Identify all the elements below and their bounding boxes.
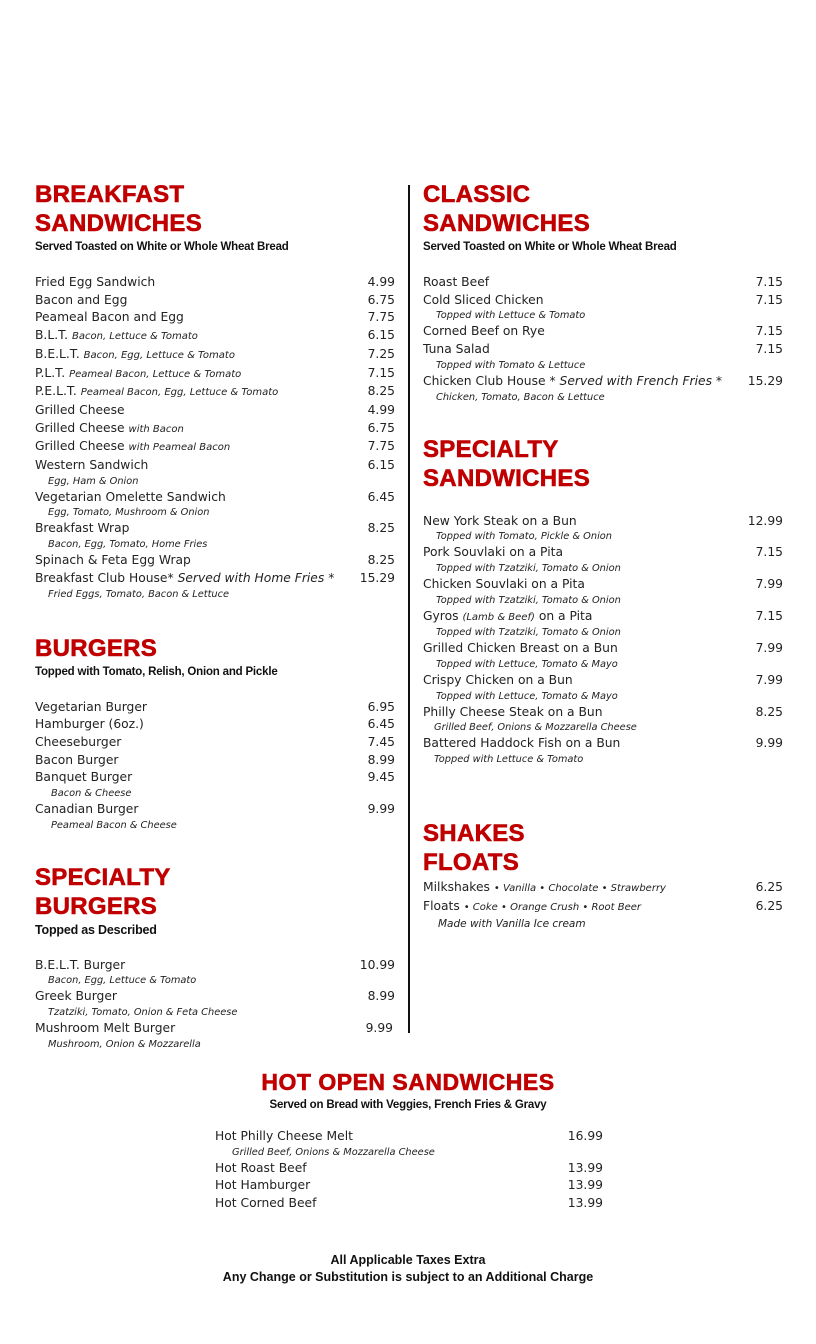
price: 8.99 [367,752,395,767]
menu-item: Cheeseburger 7.45 [35,734,395,752]
item-description: Topped with Tzatziki, Tomato & Onion [436,594,621,606]
menu-item: Crispy Chicken on a Bun 7.99 [423,672,783,690]
section-subtitle: Topped as Described [35,922,157,937]
menu-item: Canadian Burger 9.99 [35,801,395,819]
item-note: with Bacon [128,423,184,435]
price: 6.45 [367,717,395,732]
price: 6.75 [367,420,395,435]
price: 13.99 [567,1160,603,1175]
footer-notes [0,1252,816,1286]
menu-item: Greek Burger 8.99 [35,988,395,1006]
menu-item: Hot Roast Beef 13.99 [215,1160,603,1178]
item-description: Topped with Lettuce & Tomato [436,310,586,322]
price: 6.75 [367,292,395,307]
item-description: Fried Eggs, Tomato, Bacon & Lettuce [48,588,230,600]
item-note: with Peameal Bacon [128,442,231,454]
price: 7.45 [367,734,395,749]
item-note: Bacon, Egg, Lettuce & Tomato [83,349,235,361]
price: 8.25 [367,553,395,568]
menu-item: Milkshakes • Vanilla • Chocolate • Strawberry 6.25 [423,879,783,898]
menu-item: Banquet Burger 9.45 [35,769,395,787]
item-note: Peameal Bacon, Lettuce & Tomato [69,368,242,380]
menu-item: Western Sandwich 6.15 [35,457,395,475]
item-description: Topped with Tomato & Lettuce [436,359,586,371]
item-description: Bacon, Egg, Lettuce & Tomato [48,975,197,987]
price: 7.15 [755,608,783,623]
menu-item: Breakfast Club House* Served with Home Fries * 15.29 [35,570,395,588]
menu-item: Grilled Chicken Breast on a Bun 7.99 [423,640,783,658]
price: 7.15 [367,365,395,380]
price: 9.99 [367,802,395,817]
section-specialty-burgers [35,863,395,1052]
section-title: HOT OPEN SANDWICHES [261,1069,555,1095]
menu-item: Mushroom Melt Burger 9.99 [35,1020,395,1038]
item-description: Egg, Ham & Onion [48,475,139,487]
price: 8.25 [367,384,395,399]
price: 13.99 [567,1196,603,1211]
price: 9.45 [367,770,395,785]
title-line: BREAKFAST [35,181,185,208]
menu-item: Grilled Cheese 4.99 [35,402,395,420]
substitution-note: Any Change or Substitution is subject to an Additional Charge [222,1270,594,1284]
price: 15.29 [359,570,395,585]
section-breakfast-sandwiches [35,180,395,602]
price: 4.99 [367,402,395,417]
item-description: Bacon & Cheese [51,788,132,800]
item-description: Made with Vanilla Ice cream [438,917,586,930]
item-note: • Vanilla • Chocolate • Strawberry [493,883,666,895]
price: 4.99 [367,275,395,289]
price: 7.99 [755,673,783,688]
price: 9.99 [755,736,783,751]
price: 7.75 [367,439,395,454]
price: 13.99 [567,1178,603,1193]
section-title [35,634,395,663]
price: 12.99 [747,513,783,528]
price: 6.25 [755,898,783,913]
menu-item: Hot Corned Beef 13.99 [215,1195,603,1213]
menu-item: B.E.L.T. Burger 10.99 [35,957,395,975]
item-description: Tzatziki, Tomato, Onion & Feta Cheese [48,1007,238,1019]
section-specialty-sandwiches [423,435,783,768]
menu-item: Hot Philly Cheese Melt 16.99 [215,1128,603,1146]
item-description: Mushroom, Onion & Mozzarella [48,1038,201,1050]
menu-item: Fried Egg Sandwich 4.99 [35,274,395,292]
item-note: (Lamb & Beef) [462,611,535,623]
item-note: Served with Home Fries * [177,570,335,585]
menu-item: Cold Sliced Chicken 7.15 [423,292,783,310]
item-description: Chicken, Tomato, Bacon & Lettuce [436,391,605,403]
section-shakes-floats [423,819,783,930]
item-description: Topped with Tzatziki, Tomato & Onion [436,562,621,574]
title-line: SPECIALTY [423,435,559,463]
section-title [423,819,783,877]
item-description: Egg, Tomato, Mushroom & Onion [48,507,210,519]
menu-item: B.L.T. Bacon, Lettuce & Tomato 6.15 [35,327,395,346]
menu-item: New York Steak on a Bun 12.99 [423,513,783,531]
title-line: BURGERS [35,892,158,920]
menu-item: Chicken Souvlaki on a Pita 7.99 [423,576,783,594]
menu-item: Hamburger (6oz.) 6.45 [35,716,395,734]
price: 7.15 [755,324,783,339]
item-description: Topped with Lettuce & Tomato [434,754,584,766]
column-divider [408,185,410,1033]
item-description: Topped with Tomato, Pickle & Onion [436,531,612,543]
menu-item: Floats • Coke • Orange Crush • Root Beer 6.25 [423,898,783,917]
taxes-note: All Applicable Taxes Extra [330,1253,486,1267]
price: 7.99 [755,576,783,591]
title-line: SANDWICHES [35,210,203,237]
menu-item: Breakfast Wrap 8.25 [35,520,395,538]
price: 8.99 [367,989,395,1004]
section-title [423,435,783,493]
title-line: SANDWICHES [423,210,591,237]
menu-item: Roast Beef 7.15 [423,274,783,292]
section-subtitle: Served on Bread with Veggies, French Fries & Gravy [269,1099,547,1111]
price: 15.29 [747,373,783,388]
section-classic-sandwiches [423,180,783,405]
item-note: Served with French Fries * [559,373,723,388]
menu-item: Gyros (Lamb & Beef) on a Pita 7.15 [423,608,783,627]
title-line: FLOATS [423,849,520,877]
price: 6.95 [367,699,395,714]
item-note: Bacon, Lettuce & Tomato [72,331,198,343]
section-subtitle: Served Toasted on White or Whole Wheat Bread [35,241,289,253]
section-subtitle: Served Toasted on White or Whole Wheat Bread [423,241,677,253]
section-hot-open-sandwiches [0,1068,816,1211]
menu-item: Hot Hamburger 13.99 [215,1177,603,1195]
price: 8.25 [367,521,395,536]
title-line: BURGERS [35,634,158,662]
price: 7.75 [367,310,395,325]
menu-item: Grilled Cheese with Bacon 6.75 [35,420,395,439]
price: 8.25 [755,704,783,719]
menu-item: Vegetarian Omelette Sandwich 6.45 [35,489,395,507]
menu-item: Tuna Salad 7.15 [423,341,783,359]
price: 7.25 [367,346,395,361]
item-note: Peameal Bacon, Egg, Lettuce & Tomato [80,387,279,399]
item-description: Topped with Lettuce, Tomato & Mayo [436,659,618,671]
left-column [35,180,395,1052]
menu-item: P.L.T. Peameal Bacon, Lettuce & Tomato 7.15 [35,365,395,384]
title-line: SANDWICHES [423,464,591,492]
menu-item: Peameal Bacon and Egg 7.75 [35,309,395,327]
section-subtitle: Topped with Tomato, Relish, Onion and Pickle [35,665,278,678]
section-title [35,863,395,921]
menu-item: Bacon and Egg 6.75 [35,292,395,310]
section-title [35,180,395,238]
title-line: SHAKES [423,820,525,848]
menu-item: Corned Beef on Rye 7.15 [423,323,783,341]
price: 16.99 [567,1129,603,1143]
menu-item: Battered Haddock Fish on a Bun 9.99 [423,735,783,753]
title-line: SPECIALTY [35,863,171,891]
price: 6.15 [367,328,395,343]
price: 7.99 [755,641,783,656]
item-description: Peameal Bacon & Cheese [51,819,177,831]
menu-item: Spinach & Feta Egg Wrap 8.25 [35,552,395,570]
item-description: Bacon, Egg, Tomato, Home Fries [48,539,208,551]
menu-item: Bacon Burger 8.99 [35,752,395,770]
section-burgers [35,634,395,833]
menu-item: Vegetarian Burger 6.95 [35,699,395,717]
price: 9.99 [365,1021,393,1036]
item-description: Topped with Tzatziki, Tomato & Onion [436,627,621,639]
price: 6.45 [367,489,395,504]
hot-open-list [215,1128,603,1213]
menu-item: Grilled Cheese with Peameal Bacon 7.75 [35,438,395,457]
item-description: Grilled Beef, Onions & Mozzarella Cheese [232,1146,435,1158]
item-description: Grilled Beef, Onions & Mozzarella Cheese [434,722,637,734]
price: 7.15 [755,342,783,357]
price: 10.99 [359,957,395,972]
menu-item: Philly Cheese Steak on a Bun 8.25 [423,704,783,722]
section-title [423,180,783,238]
item-description: Topped with Lettuce, Tomato & Mayo [436,690,618,702]
menu-item: Pork Souvlaki on a Pita 7.15 [423,544,783,562]
menu-item: P.E.L.T. Peameal Bacon, Egg, Lettuce & Tomato 8.25 [35,383,395,402]
right-column [423,180,783,931]
price: 7.15 [755,292,783,307]
item-note: • Coke • Orange Crush • Root Beer [463,901,642,913]
price: 7.15 [755,545,783,560]
menu-item: Chicken Club House * Served with French Fries * 15.29 [423,373,783,391]
price: 6.15 [367,458,395,473]
price: 7.15 [755,275,783,289]
title-line: CLASSIC [423,181,531,208]
menu-item: B.E.L.T. Bacon, Egg, Lettuce & Tomato 7.25 [35,346,395,365]
price: 6.25 [755,880,783,895]
